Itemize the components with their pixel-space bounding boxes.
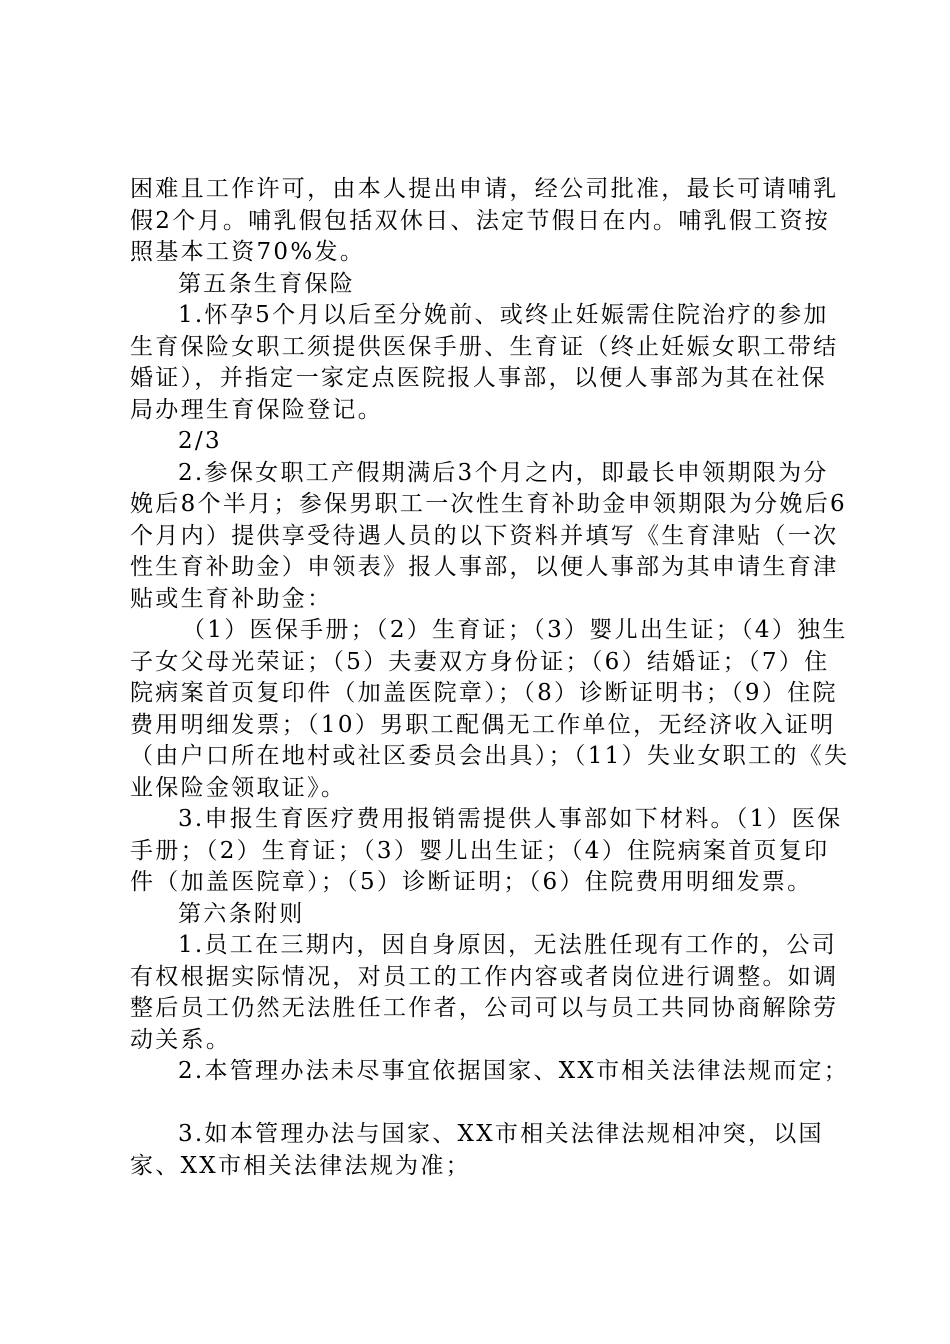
paragraph-appendix-3: 3.如本管理办法与国家、XX市相关法律法规相冲突，以国家、XX市相关法律法规为准； (130, 1121, 824, 1179)
paragraph-appendix-2: 2.本管理办法未尽事宜依据国家、XX市相关法律法规而定； (178, 1058, 850, 1084)
paragraph-item-1: 1.怀孕5个月以后至分娩前、或终止妊娠需住院治疗的参加生育保险女职工须提供医保手册、生育证（终止妊娠女职工带结婚证），并指定一家定点医院报人事部，以便人事部为其在社保局办理生育保险登记。 (130, 302, 839, 423)
paragraph-nursing-leave-cont: 困难且工作许可，由本人提出申请，经公司批准，最长可请哺乳假2个月。哺乳假包括双休日、法定节假日在内。哺乳假工资按照基本工资70%发。 (130, 176, 839, 265)
heading-article-5: 第五条生育保险 (178, 270, 356, 297)
paragraph-materials-list: （1）医保手册；（2）生育证；（3）婴儿出生证；（4）独生子女父母光荣证；（5）夫妻双方身份证；（6）结婚证；（7）住院病案首页复印件（加盖医院章）；（8）诊断证明书；（9）住院费用明细发票；（10）男职工配偶无工作单位，无经济收入证明（由户口所在地村或社区委员会出具）；（11）失业女职工的《失业保险金领取证》。 (130, 617, 850, 801)
document-body (130, 174, 850, 1182)
blank-line (130, 1088, 850, 1120)
paragraph-item-3: 3.申报生育医疗费用报销需提供人事部如下材料。（1）医保手册；（2）生育证；（3）婴儿出生证；（4）住院病案首页复印件（加盖医院章）；（5）诊断证明；（6）住院费用明细发票。 (130, 806, 843, 895)
paragraph-item-2: 2.参保女职工产假期满后3个月之内，即最长申领期限为分娩后8个半月；参保男职工一次性生育补助金申领期限为分娩后6个月内）提供享受待遇人员的以下资料并填写《生育津贴（一次性生育补助金）申领表》报人事部，以便人事部为其申请生育津贴或生育补助金： (130, 459, 847, 612)
paragraph-appendix-1: 1.员工在三期内，因自身原因，无法胜任现有工作的，公司有权根据实际情况，对员工的工作内容或者岗位进行调整。如调整后员工仍然无法胜任工作者，公司可以与员工共同协商解除劳动关系。 (130, 932, 839, 1053)
heading-article-6: 第六条附则 (178, 900, 305, 927)
page-number: 2/3 (178, 428, 222, 454)
